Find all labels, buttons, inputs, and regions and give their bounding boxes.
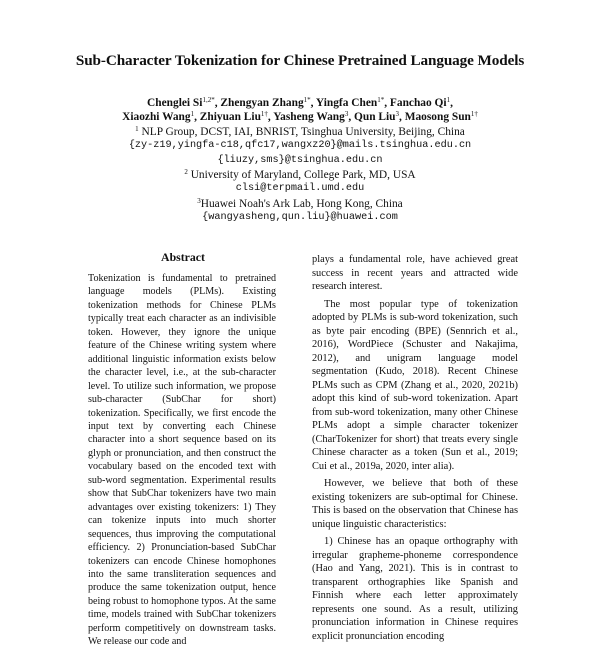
- affiliation-text: NLP Group, DCST, IAI, BNRIST, Tsinghua University, Beijing, China: [141, 125, 465, 138]
- body-paragraph: 1) Chinese has an opaque orthography with irregular grapheme-phoneme correspondence (Hao and Yang, 2021). This is in contrast to transparent orthographies like Spanish and Finnish where each letter approximately represents one sound. As a result, utilizing pronunciation information in Chinese requires explicit pronunciation encoding: [312, 536, 518, 642]
- email-3: clsi@terpmail.umd.edu: [235, 183, 365, 195]
- author-sup: 3: [344, 110, 349, 119]
- author-sup: 1: [446, 96, 451, 104]
- author-sup: 1: [190, 110, 195, 119]
- author-sup: 1†: [470, 110, 478, 119]
- paper-title: Sub-Character Tokenization for Chinese Pretrained Language Models: [75, 52, 525, 69]
- author-sup: 1†: [260, 110, 268, 119]
- abstract-heading: Abstract: [161, 250, 205, 264]
- affiliation-sup: 1: [135, 124, 139, 133]
- affiliation-3: [0, 197, 600, 211]
- email-4: {wangyasheng,qun.liu}@huawei.com: [202, 212, 398, 224]
- author-name: Zhiyuan Liu: [199, 111, 261, 124]
- abstract-text: Tokenization is fundamental to pretrained language models (PLMs). Existing tokenization methods for Chinese PLMs typically treat each character as an indivisible token. However, they ignore the unique feature of the Chinese writing system where additional linguistic information exists below the character level, i.e., at the sub-character level. To utilize such information, we propose sub-character (SubChar for short) tokenization. Specifically, we first encode the input text by converting each Chinese character into a short sequence based on its glyph or pronunciation, and then construct the vocabulary based on the encoded text with sub-word segmentation. Experimental results show that SubChar tokenizers have two main advantages over existing tokenizers: 1) They can tokenize inputs into much shorter sequences, thus improving the computational efficiency. 2) Pronunciation-based SubChar tokenizers can encode Chinese homophones into the same transliteration sequences and produce the same tokenization output, hence being robust to homophone typos. At the same time, models trained with SubChar tokenizers perform competitively on downstream tasks. We release our code and: [88, 273, 276, 648]
- author-name: Xiaozhi Wang: [122, 111, 191, 124]
- affiliation-sup: 2: [184, 168, 188, 177]
- author-sup: 1*: [303, 96, 311, 104]
- right-column: [312, 253, 518, 643]
- author-name: Chenglei Si: [147, 97, 203, 109]
- author-name: Fanchao Qi: [389, 97, 447, 109]
- email-1: {zy-z19,yingfa-c18,qfc17,wangxz20}@mails.tsinghua.edu.cn: [128, 140, 472, 152]
- body-paragraph: However, we believe that both of these existing tokenizers are sub-optimal for Chinese. This is based on the observation that Chinese has unique linguistic characteristics:: [312, 478, 518, 530]
- body-paragraph: plays a fundamental role, have achieved great success in recent years and attracted wide research interest.: [312, 254, 518, 292]
- affiliation-text: Huawei Noah's Ark Lab, Hong Kong, China: [200, 197, 403, 210]
- email-2: {liuzy,sms}@tsinghua.edu.cn: [217, 154, 383, 166]
- author-line-1: Chenglei $Si^{1,2*}$, Zhengyan Zhang$^{1*}$, Yingfa Chen$^{1*}$, Fanchao Qi$^1$,: [147, 96, 453, 109]
- author-name: Qun Liu: [354, 111, 396, 124]
- author-name: Zhengyan Zhang: [220, 97, 304, 109]
- author-sup: 3: [395, 110, 400, 119]
- author-name: Yasheng Wang: [273, 111, 345, 124]
- affiliation-1: [0, 125, 600, 139]
- author-name: Maosong Sun: [404, 111, 471, 124]
- author-sup: 1*: [377, 96, 385, 104]
- affiliation-sup: 3: [197, 196, 201, 205]
- author-name: Yingfa Chen: [315, 97, 378, 109]
- affiliation-2: [0, 168, 600, 182]
- author-sup: 1,2*: [202, 96, 215, 104]
- author-line-2: Xiaozhi Wang$^1$, Zhiyuan Liu$^{1\dagger}$, Yasheng Wang$^3$, Qun Liu$^3$, Maosong Sun$^{1\dagger}$: [122, 110, 478, 124]
- abstract-column: [88, 272, 276, 649]
- affiliation-text: University of Maryland, College Park, MD, USA: [190, 169, 416, 182]
- body-paragraph: The most popular type of tokenization adopted by PLMs is sub-word tokenization, such as byte pair encoding (BPE) (Sennrich et al., 2016), WordPiece (Schuster and Nakajima, 2012), and unigram language model segmentation (Kudo, 2018). Recent Chinese PLMs such as CPM (Zhang et al., 2020, 2021b) adopt this kind of sub-word tokenization. Apart from sub-word tokenization, many other Chinese PLMs adopt a simple character tokenizer (CharTokenizer for short) that treats every single Chinese character as a token (Sun et al., 2019; Cui et al., 2019a, 2020, inter alia).: [312, 298, 518, 472]
- author-block: [0, 96, 600, 226]
